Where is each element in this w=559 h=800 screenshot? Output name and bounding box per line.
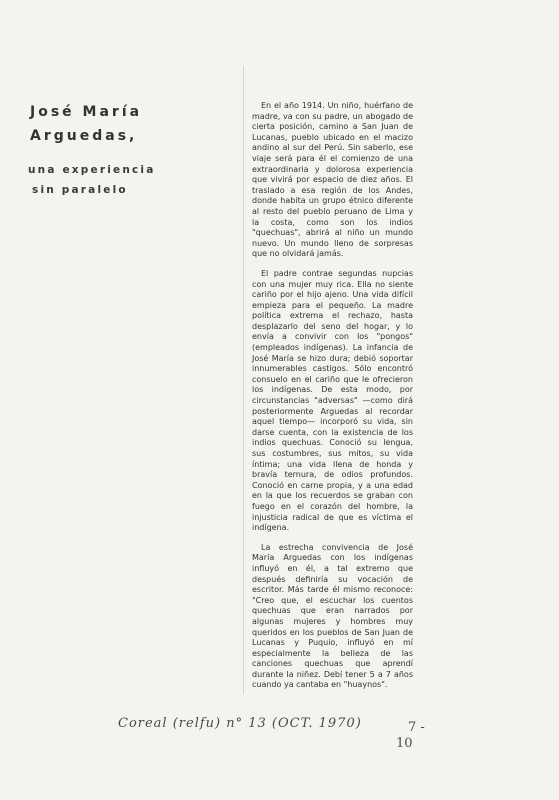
- article-subtitle: [28, 160, 240, 200]
- article-body: [252, 101, 413, 700]
- article-title: [30, 100, 240, 148]
- handwritten-source-note: Coreal (relfu) n° 13 (OCT. 1970): [118, 716, 362, 731]
- title-line-1: José María: [30, 104, 143, 120]
- subtitle-line-2: sin paralelo: [32, 184, 128, 196]
- paragraph-2: El padre contrae segundas nupcias con una mujer muy rica. Ella no siente cariño por el hijo ajeno. Una vida difícil empieza para el pequeño. La madre política extrema el rechazo, hasta desplazarlo del seno del hogar, y lo envía a convivir con los "pongos" (empleados indígenas). La infancia de José María se hizo dura; debió soportar innumerables castigos. Sólo encontró consuelo en el cariño que le ofrecieron los indígenas. De esta modo, por circunstancias "adversas" —como dirá posteriormente Arguedas al recordar aquel tiempo— incorporó su vida, sin darse cuenta, con la existencia de los indios quechuas. Conoció su lengua, sus costumbres, sus mitos, su vida íntima; una vida llena de honda y bravía ternura, de odios profundos. Conoció en carne propia, y a una edad en la que los recuerdos se graban con fuego en el corazón del hombre, la injusticia radical de que es víctima el indígena.: [252, 268, 413, 533]
- page-number-top: 7 -: [408, 720, 425, 735]
- title-line-2: Arguedas,: [30, 128, 138, 144]
- column-divider: [243, 66, 244, 694]
- page-number-bottom: 10: [396, 736, 413, 751]
- paragraph-3: La estrecha convivencia de José María Arguedas con los indígenas influyó en él, a tal extremo que después definiría su vocación de escritor. Más tarde él mismo reconoce: "Creo que, el escuchar los cuentos quechuas que eran narrados por algunas mujeres y hombres muy queridos en los pueblos de San Juan de Lucanas y Puquio, influyó en mí especialmente la belleza de las canciones quechuas que aprendí durante la niñez. Debí tener 5 a 7 años cuando ya cantaba en "huaynos".: [252, 542, 413, 690]
- subtitle-line-1: una experiencia: [28, 164, 156, 176]
- paragraph-1: En el año 1914. Un niño, huérfano de madre, va con su padre, un abogado de cierta posición, camino a San Juan de Lucanas, pueblo ubicado en el macizo andino al sur del Perú. Sin saberlo, ese viaje será para él el comienzo de una extraordinaria y dolorosa experiencia que vivirá por espacio de diez años. El traslado a esa región de los Andes, donde habita un grupo étnico diferente al resto del pueblo peruano de Lima y la costa, como son los indios "quechuas", abrirá al niño un mundo nuevo. Un mundo lleno de sorpresas que no olvidará jamás.: [252, 101, 413, 259]
